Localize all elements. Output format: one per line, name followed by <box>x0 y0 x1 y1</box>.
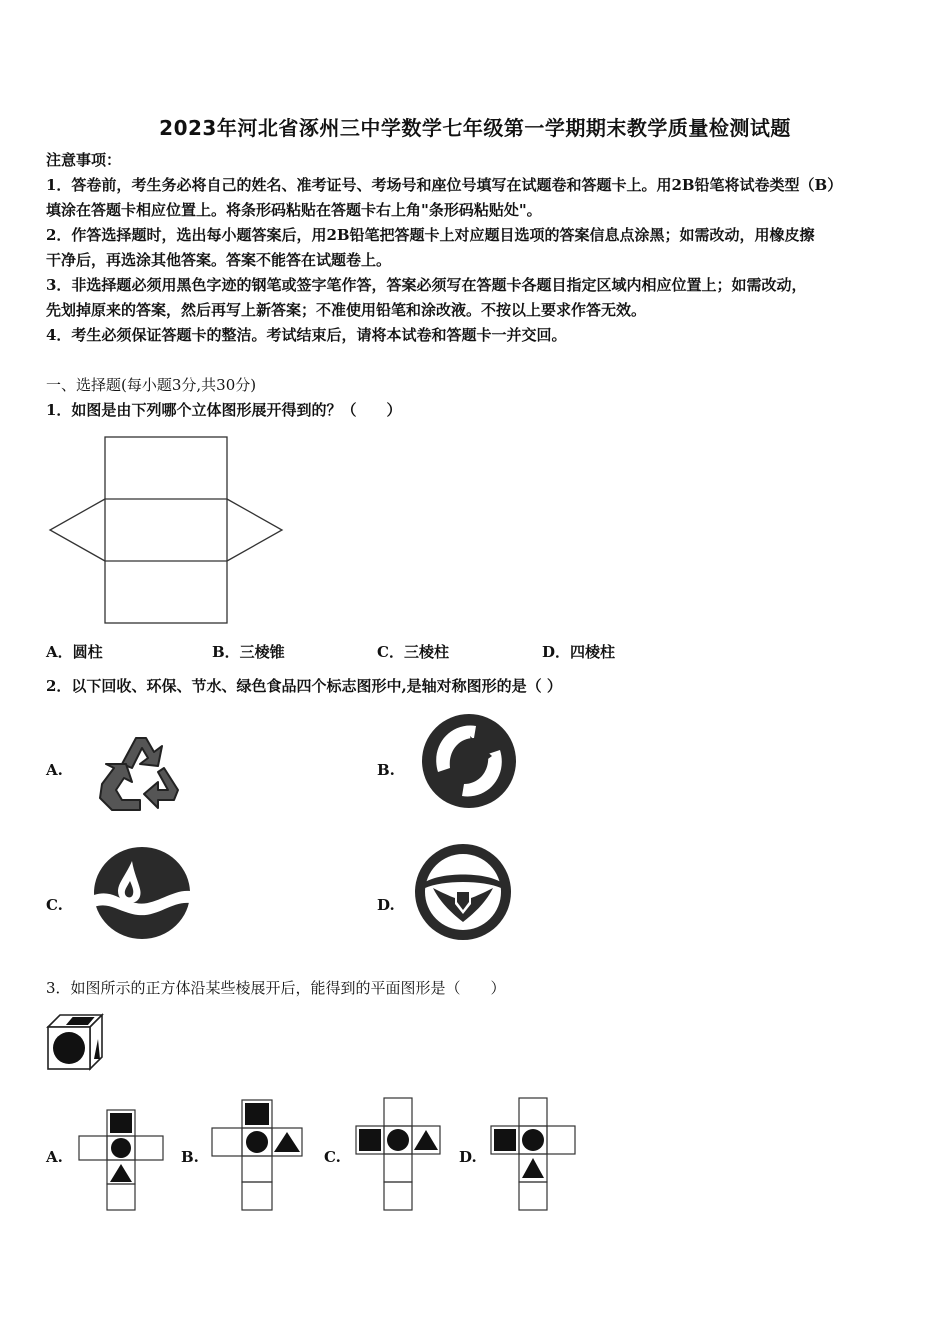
q2-label-d[interactable]: D. <box>377 896 395 914</box>
notice-line-7: 4．考生必须保证答题卡的整洁。考试结束后，请将本试卷和答题卡一并交回。 <box>46 326 567 344</box>
water-saving-icon[interactable] <box>92 845 192 941</box>
q2-stem: 2．以下回收、环保、节水、绿色食品四个标志图形中,是轴对称图形的是（ ） <box>46 677 562 695</box>
notice-heading: 注意事项： <box>46 151 122 169</box>
q3-label-b[interactable]: B. <box>181 1148 199 1166</box>
q2-label-a[interactable]: A. <box>46 761 63 779</box>
q2-label-b[interactable]: B. <box>377 761 395 779</box>
q3-stem: 3．如图所示的正方体沿某些棱展开后，能得到的平面图形是（ ） <box>46 979 506 997</box>
notice-line-3: 2．作答选择题时，选出每小题答案后，用2B铅笔把答题卡上对应题目选项的答案信息点涂黑；如需改动，用橡皮擦 <box>46 226 815 244</box>
q3-label-a[interactable]: A. <box>46 1148 63 1166</box>
notice-line-2: 填涂在答题卡相应位置上。将条形码粘贴在答题卡右上角"条形码粘贴处"。 <box>46 201 542 219</box>
q1-stem: 1．如图是由下列哪个立体图形展开得到的？（ ） <box>46 401 402 419</box>
section-heading: 一、选择题(每小题3分,共30分) <box>46 376 257 394</box>
net-option-c[interactable] <box>354 1096 444 1212</box>
q2-label-c[interactable]: C. <box>46 896 63 914</box>
net-option-a[interactable] <box>76 1108 166 1212</box>
notice-line-1: 1．答卷前，考生务必将自己的姓名、准考证号、考场号和座位号填写在试题卷和答题卡上。用2B铅笔将试卷类型（B） <box>46 176 843 194</box>
notice-line-5: 3．非选择题必须用黑色字迹的钢笔或签字笔作答，答案必须写在答题卡各题目指定区域内相应位置上；如需改动， <box>46 276 807 294</box>
cube-figure <box>46 1013 106 1071</box>
environment-protection-icon[interactable] <box>420 712 518 810</box>
q1-option-b[interactable]: B．三棱锥 <box>212 643 285 661</box>
net-option-b[interactable] <box>210 1098 310 1212</box>
q3-label-d[interactable]: D. <box>459 1148 477 1166</box>
notice-line-4: 干净后，再选涂其他答案。答案不能答在试题卷上。 <box>46 251 392 269</box>
page-title: 2023年河北省涿州三中学数学七年级第一学期期末教学质量检测试题 <box>159 116 791 140</box>
q3-label-c[interactable]: C. <box>324 1148 341 1166</box>
recycle-icon[interactable] <box>92 724 188 816</box>
net-option-d[interactable] <box>489 1096 579 1212</box>
q1-option-c[interactable]: C．三棱柱 <box>377 643 449 661</box>
q1-option-d[interactable]: D．四棱柱 <box>542 643 616 661</box>
notice-line-6: 先划掉原来的答案，然后再写上新答案；不准使用铅笔和涂改液。不按以上要求作答无效。 <box>46 301 647 319</box>
green-food-icon[interactable] <box>413 842 513 942</box>
q1-option-a[interactable]: A．圆柱 <box>46 643 103 661</box>
